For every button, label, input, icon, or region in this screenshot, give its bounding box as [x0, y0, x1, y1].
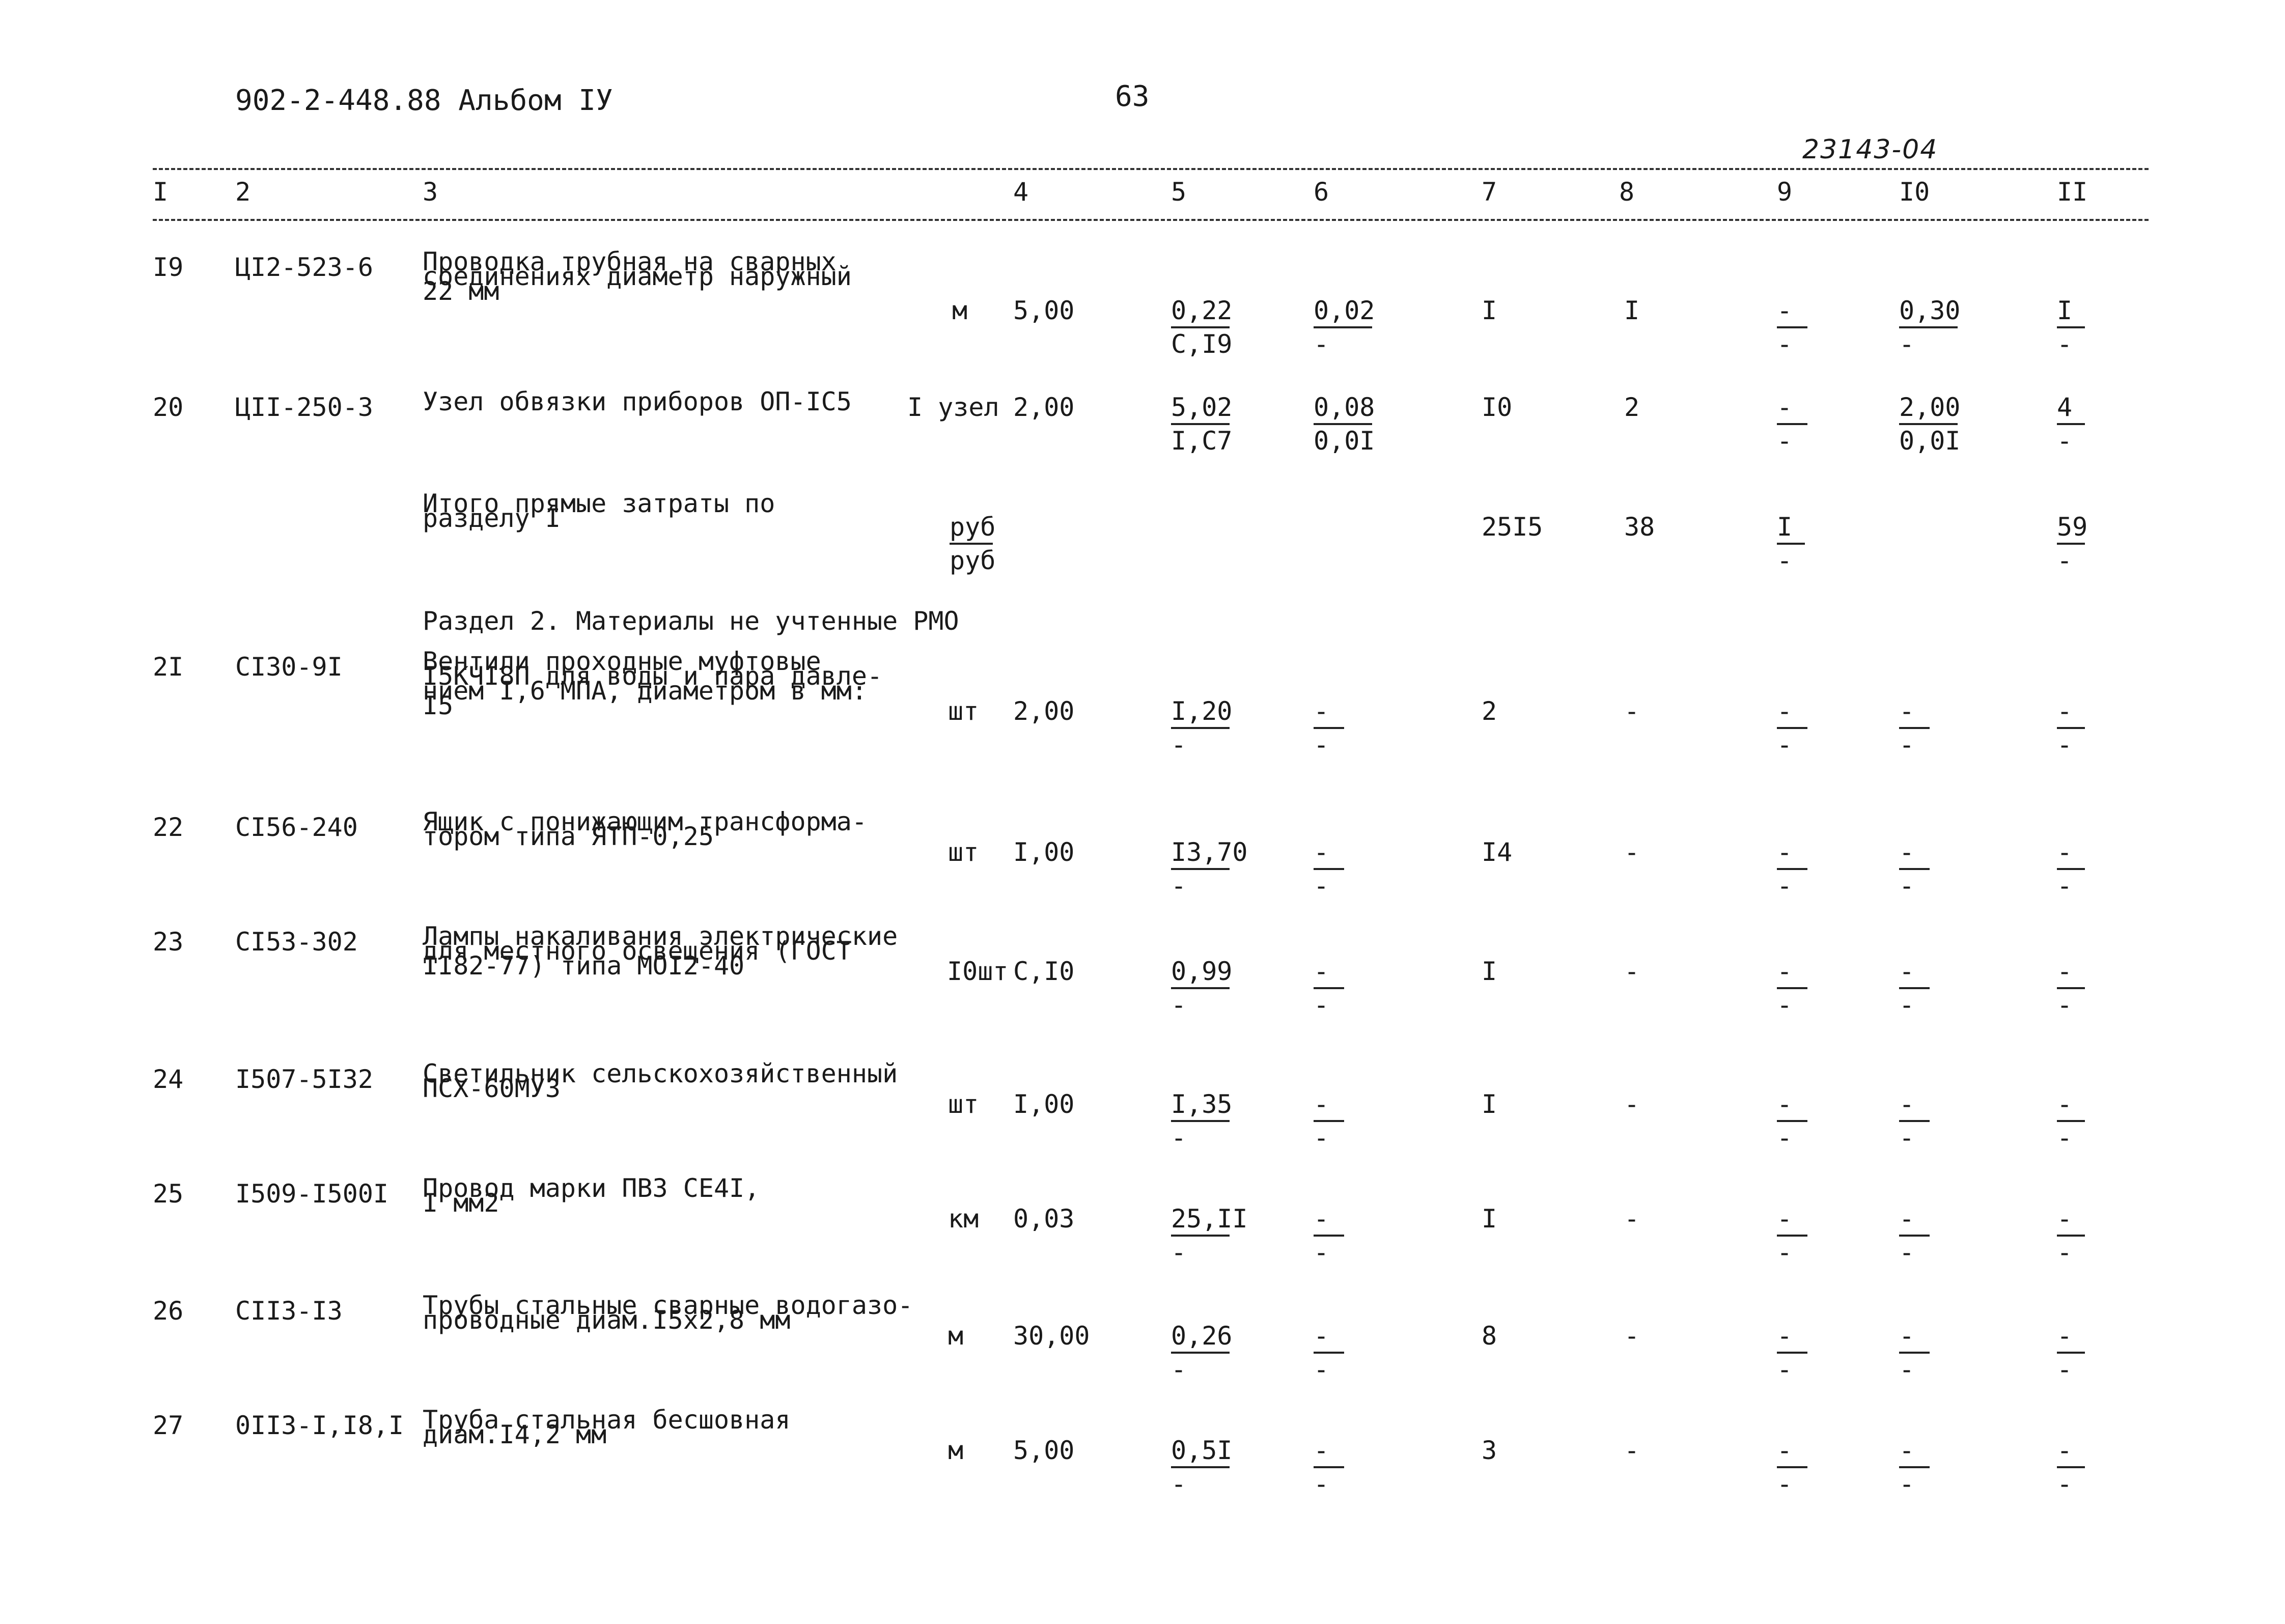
row-description: Проводка трубная на сварных соединениях диаметр наружный 22 мм [423, 247, 852, 306]
material-col10-numerator: - [1899, 1089, 1915, 1119]
col6-value [1314, 296, 1375, 359]
material-col7: I [1482, 1089, 1497, 1119]
material-col11-denominator: - [2057, 730, 2073, 760]
material-col7: I4 [1482, 837, 1513, 867]
material-col9-fraction-bar [1777, 727, 1807, 729]
col5-value [1171, 393, 1233, 456]
material-col10-fraction-bar [1899, 868, 1930, 870]
material-col6 [1314, 1436, 1344, 1499]
material-col9 [1777, 696, 1807, 760]
material-col5-denominator: - [1171, 1123, 1187, 1153]
material-col10-denominator: - [1899, 730, 1915, 760]
material-col11-denominator: - [2057, 1238, 2073, 1267]
column-header-7: 7 [1482, 177, 1497, 207]
col9-value-numerator: - [1777, 296, 1793, 325]
material-row-number: 26 [153, 1296, 184, 1326]
col9-value [1777, 393, 1807, 456]
material-col6-fraction-bar [1314, 727, 1344, 729]
material-col11-denominator: - [2057, 1469, 2073, 1499]
material-row-code: СI53-302 [235, 927, 358, 957]
col10-value [1899, 393, 1961, 456]
material-col6-numerator: - [1314, 1204, 1329, 1234]
material-col5-numerator: 25,II [1171, 1204, 1248, 1234]
material-col9 [1777, 837, 1807, 901]
total-col7: 25I5 [1482, 512, 1543, 542]
material-col10 [1899, 696, 1930, 760]
material-row-code: 0II3-I,I8,I [235, 1411, 404, 1440]
material-col11 [2057, 957, 2085, 1020]
material-col5-denominator: - [1171, 871, 1187, 901]
material-col10-denominator: - [1899, 1238, 1915, 1267]
material-col6-numerator: - [1314, 957, 1329, 986]
material-col6-fraction-bar [1314, 1120, 1344, 1122]
column-header-1: I [153, 177, 169, 207]
col11-value-numerator: 4 [2057, 393, 2073, 422]
col10-value-numerator: 0,30 [1899, 296, 1961, 325]
col9-value-fraction-bar [1777, 423, 1807, 425]
material-col10-fraction-bar [1899, 1352, 1930, 1354]
material-row-unit: м [948, 1321, 964, 1351]
material-col8: - [1624, 1321, 1640, 1351]
material-col6-denominator: - [1314, 1469, 1329, 1499]
col6-value-numerator: 0,08 [1314, 393, 1375, 422]
material-row-unit: шт [948, 1089, 979, 1119]
material-row-number: 22 [153, 813, 184, 842]
material-row-code: СI30-9I [235, 652, 343, 682]
material-col9-denominator: - [1777, 1469, 1793, 1499]
col8-value: 2 [1624, 393, 1640, 422]
material-col10 [1899, 837, 1930, 901]
col5-value-numerator: 0,22 [1171, 296, 1233, 325]
material-col10-numerator: - [1899, 696, 1915, 726]
document-code: 902-2-448.88 Альбом IУ [235, 84, 613, 117]
material-col6-numerator: - [1314, 696, 1329, 726]
material-col11-numerator: - [2057, 837, 2073, 867]
material-col5 [1171, 957, 1233, 1020]
material-col10-fraction-bar [1899, 987, 1930, 989]
material-col9-numerator: - [1777, 1436, 1793, 1465]
row-quantity: 2,00 [1013, 393, 1075, 422]
material-col5 [1171, 696, 1233, 760]
material-col9-fraction-bar [1777, 987, 1807, 989]
material-col9-fraction-bar [1777, 1120, 1807, 1122]
page-number: 63 [1115, 80, 1150, 113]
material-col6 [1314, 1204, 1344, 1267]
material-col11 [2057, 1436, 2085, 1499]
material-col10-numerator: - [1899, 837, 1915, 867]
material-col6 [1314, 957, 1344, 1020]
col7-value: I0 [1482, 393, 1513, 422]
col11-value-denominator: - [2057, 329, 2073, 359]
material-col6-numerator: - [1314, 1321, 1329, 1351]
col6-value-numerator: 0,02 [1314, 296, 1375, 325]
material-row-number: 24 [153, 1065, 184, 1094]
material-col10-denominator: - [1899, 990, 1915, 1020]
material-row-unit: I0шт [947, 957, 1009, 986]
material-col7: 3 [1482, 1436, 1497, 1465]
material-col9-fraction-bar [1777, 1235, 1807, 1237]
material-col10 [1899, 1204, 1930, 1267]
material-row-code: СI56-240 [235, 813, 358, 842]
material-col6 [1314, 837, 1344, 901]
material-col6-fraction-bar [1314, 868, 1344, 870]
col9-value-numerator: - [1777, 393, 1793, 422]
col11-value-numerator: I [2057, 296, 2073, 325]
column-header-5: 5 [1171, 177, 1187, 207]
material-col11-denominator: - [2057, 990, 2073, 1020]
material-row-description: Светильник сельскохозяйственный ПСХ-60МУЗ [423, 1059, 898, 1103]
material-col10-numerator: - [1899, 1321, 1915, 1351]
material-col9-numerator: - [1777, 696, 1793, 726]
material-col5-numerator: I,35 [1171, 1089, 1233, 1119]
material-col10-denominator: - [1899, 1469, 1915, 1499]
column-header-2: 2 [235, 177, 251, 207]
material-row-unit: шт [948, 696, 979, 726]
material-row-number: 2I [153, 652, 184, 682]
col6-value-fraction-bar [1314, 326, 1372, 328]
material-row-quantity: 0,03 [1013, 1204, 1075, 1234]
material-col10-fraction-bar [1899, 727, 1930, 729]
material-col10-numerator: - [1899, 1204, 1915, 1234]
col9-value [1777, 296, 1807, 359]
material-col9-numerator: - [1777, 1321, 1793, 1351]
material-col10-fraction-bar [1899, 1120, 1930, 1122]
material-col9-denominator: - [1777, 1355, 1793, 1384]
material-col5 [1171, 1089, 1233, 1153]
col10-value-denominator: - [1899, 329, 1915, 359]
col5-value-denominator: С,I9 [1171, 329, 1233, 359]
material-col11-denominator: - [2057, 1355, 2073, 1384]
material-col5 [1171, 1204, 1248, 1267]
row-description: Узел обвязки приборов ОП-IС5 [423, 387, 852, 416]
material-col6 [1314, 696, 1344, 760]
material-col9-numerator: - [1777, 1204, 1793, 1234]
section2-heading: Раздел 2. Материалы не учтенные РМО [423, 606, 959, 636]
material-col5-denominator: - [1171, 730, 1187, 760]
material-col11 [2057, 1321, 2085, 1384]
material-col11-fraction-bar [2057, 868, 2085, 870]
material-row-description: Лампы накаливания электрические для местного освещения (ГОСТ II82-77) типа МОI2-40 [423, 921, 898, 981]
total-col8: 38 [1624, 512, 1655, 542]
material-col11-numerator: - [2057, 696, 2073, 726]
material-col11-denominator: - [2057, 1123, 2073, 1153]
material-col5 [1171, 1321, 1233, 1384]
material-col6-denominator: - [1314, 730, 1329, 760]
material-col7: 8 [1482, 1321, 1497, 1351]
col5-value [1171, 296, 1233, 359]
material-col10 [1899, 1436, 1930, 1499]
total-unit-fraction-bar [950, 543, 993, 545]
material-col11 [2057, 1089, 2085, 1153]
material-col5-fraction-bar [1171, 868, 1230, 870]
material-col10-numerator: - [1899, 957, 1915, 986]
material-col11-fraction-bar [2057, 987, 2085, 989]
material-col9-numerator: - [1777, 1089, 1793, 1119]
material-row-description: Труба стальная бесшовная диам.I4,2 мм [423, 1405, 791, 1449]
material-col11-numerator: - [2057, 1089, 2073, 1119]
material-col9-denominator: - [1777, 730, 1793, 760]
total-col11-fraction-bar [2057, 543, 2085, 545]
col5-value-denominator: I,С7 [1171, 426, 1233, 456]
archive-stamp-number: 23143-04 [1802, 134, 1938, 165]
material-col11-fraction-bar [2057, 727, 2085, 729]
material-col6-denominator: - [1314, 1123, 1329, 1153]
col9-value-denominator: - [1777, 426, 1793, 456]
total-col9-numerator: I [1777, 512, 1793, 542]
material-col5-denominator: - [1171, 1355, 1187, 1384]
material-col10 [1899, 1321, 1930, 1384]
col10-value-numerator: 2,00 [1899, 393, 1961, 422]
material-col11-fraction-bar [2057, 1352, 2085, 1354]
material-col8: - [1624, 837, 1640, 867]
material-col9-fraction-bar [1777, 868, 1807, 870]
column-header-3: 3 [423, 177, 438, 207]
row-number: 20 [153, 393, 184, 422]
material-col5-fraction-bar [1171, 1352, 1230, 1354]
column-header-4: 4 [1013, 177, 1029, 207]
material-col11-numerator: - [2057, 1321, 2073, 1351]
material-col9-denominator: - [1777, 1123, 1793, 1153]
material-col6-numerator: - [1314, 1436, 1329, 1465]
col11-value-fraction-bar [2057, 326, 2085, 328]
material-col11 [2057, 696, 2085, 760]
material-row-unit: км [948, 1204, 979, 1234]
total-col9-denominator: - [1777, 546, 1793, 575]
column-header-11: II [2057, 177, 2088, 207]
material-col5-denominator: - [1171, 1238, 1187, 1267]
material-col6-fraction-bar [1314, 1352, 1344, 1354]
col6-value-fraction-bar [1314, 423, 1372, 425]
material-col6-numerator: - [1314, 1089, 1329, 1119]
material-col9-denominator: - [1777, 1238, 1793, 1267]
material-col9-denominator: - [1777, 990, 1793, 1020]
material-col9 [1777, 1321, 1807, 1384]
col6-value-denominator: 0,0I [1314, 426, 1375, 456]
material-row-number: 27 [153, 1411, 184, 1440]
material-col11 [2057, 1204, 2085, 1267]
col11-value-denominator: - [2057, 426, 2073, 456]
material-col8: - [1624, 1089, 1640, 1119]
material-col9 [1777, 957, 1807, 1020]
material-col5-denominator: - [1171, 990, 1187, 1020]
total-description: Итого прямые затраты по разделу I [423, 489, 775, 533]
material-col10-denominator: - [1899, 1123, 1915, 1153]
material-col5-fraction-bar [1171, 1120, 1230, 1122]
material-row-unit: шт [948, 837, 979, 867]
material-col11-denominator: - [2057, 871, 2073, 901]
column-header-10: I0 [1899, 177, 1930, 207]
material-col6 [1314, 1089, 1344, 1153]
material-row-quantity: 30,00 [1013, 1321, 1090, 1351]
col11-value-fraction-bar [2057, 423, 2085, 425]
col7-value: I [1482, 296, 1497, 325]
material-col5-fraction-bar [1171, 1466, 1230, 1468]
material-row-quantity: I,00 [1013, 837, 1075, 867]
total-col9-fraction-bar [1777, 543, 1805, 545]
col9-value-fraction-bar [1777, 326, 1807, 328]
material-col6-numerator: - [1314, 837, 1329, 867]
row-quantity: 5,00 [1013, 296, 1075, 325]
col10-value [1899, 296, 1961, 359]
row-unit: I узел [907, 393, 999, 422]
material-col10-fraction-bar [1899, 1466, 1930, 1468]
column-header-6: 6 [1314, 177, 1329, 207]
material-col8: - [1624, 1436, 1640, 1465]
material-col10 [1899, 1089, 1930, 1153]
material-col11-fraction-bar [2057, 1235, 2085, 1237]
material-col5-fraction-bar [1171, 987, 1230, 989]
material-col6-denominator: - [1314, 871, 1329, 901]
material-col9 [1777, 1089, 1807, 1153]
material-col5-numerator: I3,70 [1171, 837, 1248, 867]
material-col11-numerator: - [2057, 957, 2073, 986]
material-col5 [1171, 837, 1248, 901]
material-col11-fraction-bar [2057, 1120, 2085, 1122]
col5-value-fraction-bar [1171, 326, 1230, 328]
material-row-number: 25 [153, 1179, 184, 1209]
column-header-9: 9 [1777, 177, 1793, 207]
material-col6-denominator: - [1314, 990, 1329, 1020]
material-col9-fraction-bar [1777, 1466, 1807, 1468]
col10-value-fraction-bar [1899, 423, 1958, 425]
total-unit-numerator: руб [950, 512, 996, 542]
col11-value [2057, 296, 2085, 359]
row-number: I9 [153, 253, 184, 282]
total-col9 [1777, 512, 1805, 575]
material-col9 [1777, 1436, 1807, 1499]
material-col10-numerator: - [1899, 1436, 1915, 1465]
total-col11-denominator: - [2057, 546, 2073, 575]
material-col9-denominator: - [1777, 871, 1793, 901]
material-col7: I [1482, 957, 1497, 986]
material-col6 [1314, 1321, 1344, 1384]
material-row-code: I507-5I32 [235, 1065, 373, 1094]
material-row-code: СII3-I3 [235, 1296, 343, 1326]
material-col6-fraction-bar [1314, 987, 1344, 989]
header-bottom-rule [153, 219, 2149, 221]
column-header-8: 8 [1619, 177, 1635, 207]
material-col5-denominator: - [1171, 1469, 1187, 1499]
material-col11 [2057, 837, 2085, 901]
material-col5-numerator: 0,5I [1171, 1436, 1233, 1465]
material-col5-fraction-bar [1171, 1235, 1230, 1237]
total-col11 [2057, 512, 2088, 575]
material-col10-fraction-bar [1899, 1235, 1930, 1237]
material-col6-fraction-bar [1314, 1466, 1344, 1468]
col11-value [2057, 393, 2085, 456]
material-col11-numerator: - [2057, 1436, 2073, 1465]
col5-value-numerator: 5,02 [1171, 393, 1233, 422]
material-col11-fraction-bar [2057, 1466, 2085, 1468]
total-unit [950, 512, 996, 575]
material-col5-numerator: 0,99 [1171, 957, 1233, 986]
material-col6-denominator: - [1314, 1238, 1329, 1267]
material-row-description: Провод марки ПВЗ СЕ4I, I мм2 [423, 1173, 760, 1218]
material-col5 [1171, 1436, 1233, 1499]
material-col7: 2 [1482, 696, 1497, 726]
material-col5-numerator: I,20 [1171, 696, 1233, 726]
material-col9-fraction-bar [1777, 1352, 1807, 1354]
material-col7: I [1482, 1204, 1497, 1234]
col6-value-denominator: - [1314, 329, 1329, 359]
col10-value-fraction-bar [1899, 326, 1958, 328]
material-row-quantity: 2,00 [1013, 696, 1075, 726]
col5-value-fraction-bar [1171, 423, 1230, 425]
material-col8: - [1624, 696, 1640, 726]
material-row-code: I509-I500I [235, 1179, 389, 1209]
material-col10 [1899, 957, 1930, 1020]
row-code: ЦI2-523-6 [235, 253, 373, 282]
col6-value [1314, 393, 1375, 456]
material-col10-denominator: - [1899, 1355, 1915, 1384]
row-unit: м [952, 296, 968, 325]
material-col5-fraction-bar [1171, 727, 1230, 729]
material-row-unit: м [948, 1436, 964, 1465]
row-code: ЦII-250-3 [235, 393, 373, 422]
material-col6-denominator: - [1314, 1355, 1329, 1384]
total-col11-numerator: 59 [2057, 512, 2088, 542]
material-col5-numerator: 0,26 [1171, 1321, 1233, 1351]
col9-value-denominator: - [1777, 329, 1793, 359]
col8-value: I [1624, 296, 1640, 325]
material-row-quantity: С,I0 [1013, 957, 1075, 986]
material-row-number: 23 [153, 927, 184, 957]
col10-value-denominator: 0,0I [1899, 426, 1961, 456]
material-col9-numerator: - [1777, 957, 1793, 986]
material-col11-numerator: - [2057, 1204, 2073, 1234]
material-row-quantity: 5,00 [1013, 1436, 1075, 1465]
material-col8: - [1624, 1204, 1640, 1234]
header-top-rule [153, 168, 2149, 170]
material-row-description: Трубы стальные сварные водогазо- проводные диам.I5х2,8 мм [423, 1291, 913, 1335]
material-col9-numerator: - [1777, 837, 1793, 867]
total-unit-denominator: руб [950, 546, 996, 575]
material-col10-denominator: - [1899, 871, 1915, 901]
material-row-description: Ящик с понижающим трансформа- тором типа ЯТП-0,25 [423, 807, 867, 851]
material-col8: - [1624, 957, 1640, 986]
material-col9 [1777, 1204, 1807, 1267]
material-col6-fraction-bar [1314, 1235, 1344, 1237]
material-row-quantity: I,00 [1013, 1089, 1075, 1119]
material-row-description: Вентили проходные муфтовые I5КЧI8П для воды и пара давле- нием I,6 МПА, диаметром в мм: I5 [423, 647, 883, 720]
